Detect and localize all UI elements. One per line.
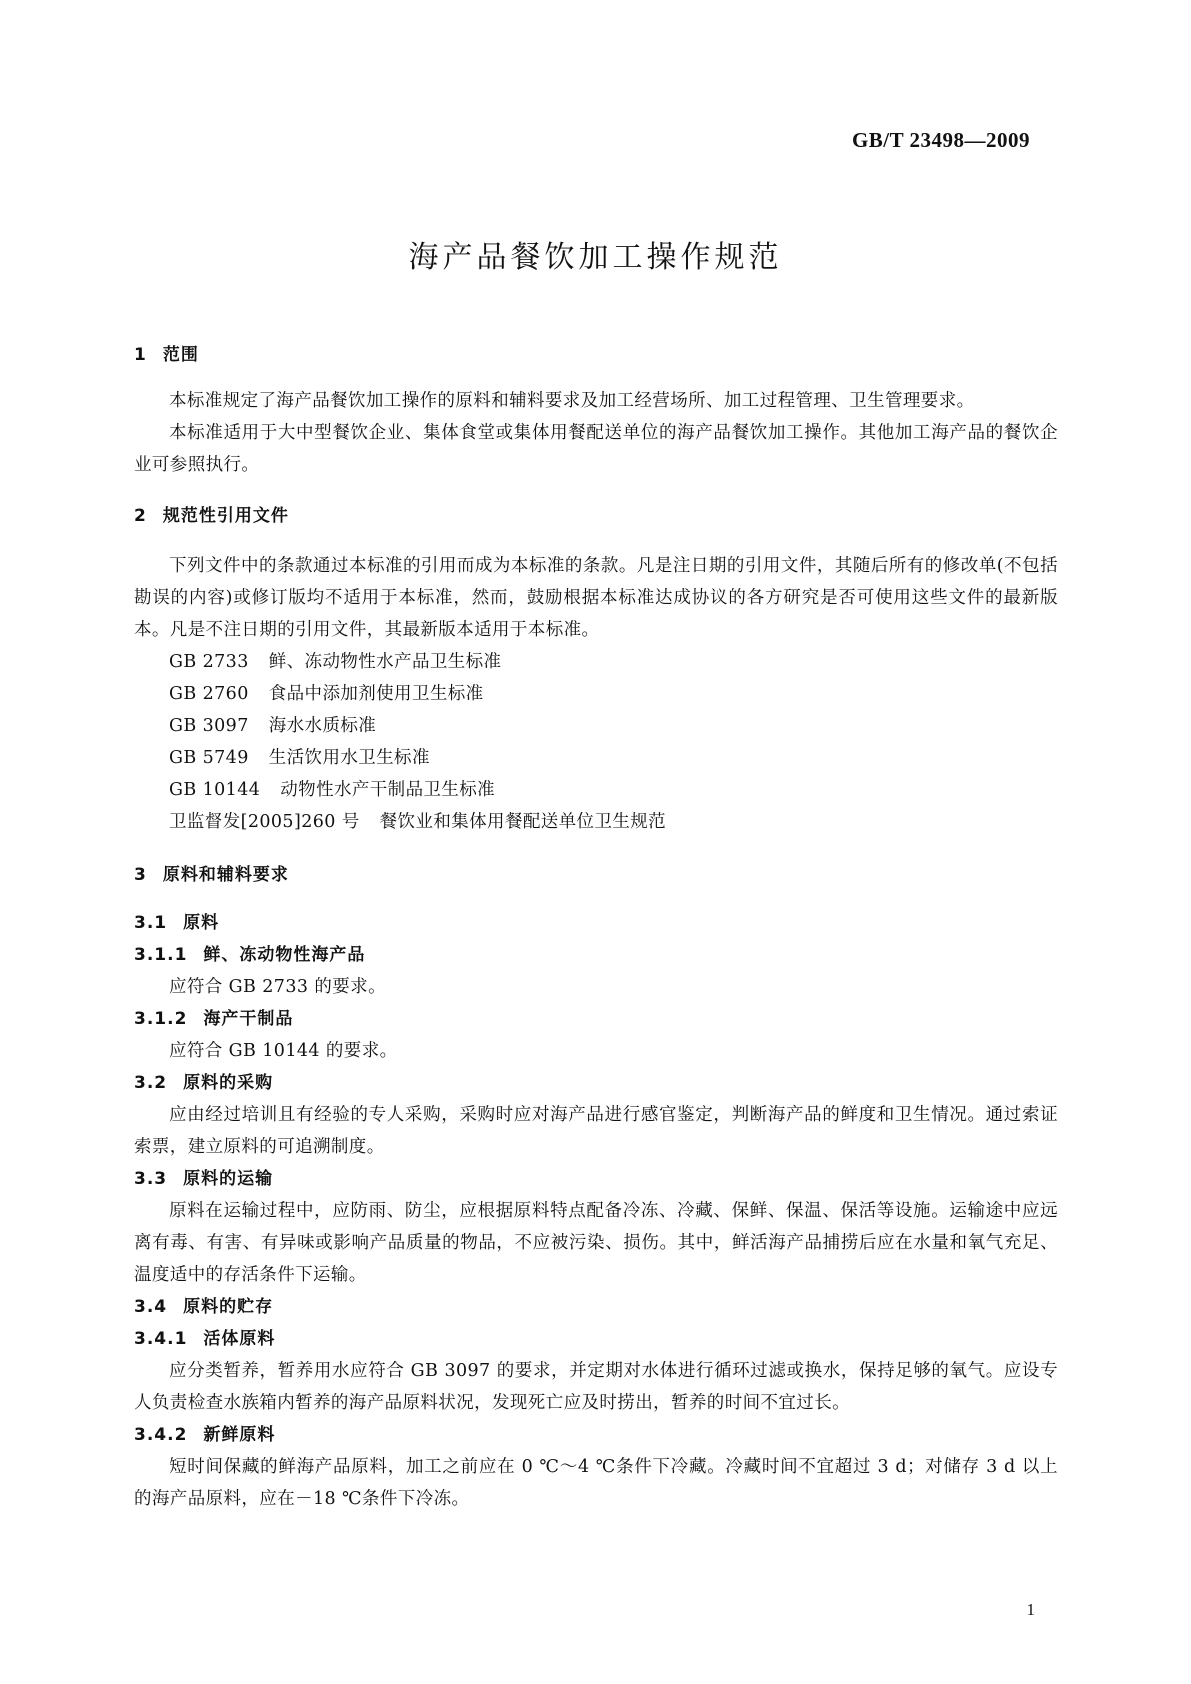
- subsection-heading-3-2: [134, 1067, 1058, 1099]
- reference-title: 海水水质标准: [268, 716, 377, 736]
- subsection-title: 原料: [183, 913, 220, 933]
- reference-item: [134, 646, 1058, 678]
- paragraph: 下列文件中的条款通过本标准的引用而成为本标准的条款。凡是注日期的引用文件，其随后所有的修改单(不包括勘误的内容)或修订版均不适用于本标准，然而，鼓励根据本标准达成协议的各方研究是否可使用这些文件的最新版本。凡是不注日期的引用文件，其最新版本适用于本标准。: [134, 556, 1058, 640]
- reference-title: 生活饮用水卫生标准: [268, 748, 430, 768]
- reference-title: 动物性水产干制品卫生标准: [280, 780, 496, 800]
- subsection-title: 鲜、冻动物性海产品: [203, 945, 366, 965]
- subsection-title: 原料的贮存: [183, 1297, 274, 1317]
- subsection-number: 3.4.1: [134, 1329, 188, 1349]
- reference-code: GB 2733: [169, 652, 249, 672]
- subsection-heading-3-4: [134, 1291, 1058, 1323]
- subsection-heading-3-1-1: [134, 939, 1058, 971]
- reference-code: GB 2760: [169, 684, 249, 704]
- subsection-heading-3-3: [134, 1163, 1058, 1195]
- paragraph: 应分类暂养，暂养用水应符合 GB 3097 的要求，并定期对水体进行循环过滤或换水，保持足够的氧气。应设专人负责检查水族箱内暂养的海产品原料状况，发现死亡应及时捞出，暂养的时间不宜过长。: [134, 1361, 1058, 1413]
- section-heading-3: [134, 860, 1058, 885]
- reference-code: GB 3097: [169, 716, 249, 736]
- reference-title: 食品中添加剂使用卫生标准: [268, 684, 484, 704]
- subsection-title: 原料的运输: [183, 1169, 274, 1189]
- section-number: 2: [134, 506, 147, 526]
- section-number: 3: [134, 865, 147, 885]
- document-title: 海产品餐饮加工操作规范: [408, 240, 783, 275]
- subsection-heading-3-1-2: [134, 1003, 1058, 1035]
- reference-code: 卫监督发[2005]260 号: [169, 812, 360, 832]
- subsection-number: 3.1: [134, 913, 168, 933]
- section-title: 范围: [162, 345, 199, 365]
- subsection-heading-3-1: [134, 907, 1058, 939]
- subsection-heading-3-4-2: [134, 1419, 1058, 1451]
- subsection-number: 3.4.2: [134, 1425, 188, 1445]
- reference-item: [134, 678, 1058, 710]
- subsection-title: 海产干制品: [203, 1009, 294, 1029]
- subsection-title: 原料的采购: [183, 1073, 274, 1093]
- reference-item: [134, 774, 1058, 806]
- subsection-number: 3.1.2: [134, 1009, 188, 1029]
- paragraph: 本标准规定了海产品餐饮加工操作的原料和辅料要求及加工经营场所、加工过程管理、卫生管理要求。: [169, 391, 975, 411]
- page-number: 1: [1026, 1600, 1035, 1619]
- reference-title: 餐饮业和集体用餐配送单位卫生规范: [379, 812, 667, 832]
- subsection-title: 活体原料: [203, 1329, 276, 1349]
- paragraph: 应符合 GB 2733 的要求。: [169, 977, 386, 997]
- subsection-heading-3-4-1: [134, 1323, 1058, 1355]
- subsection-number: 3.1.1: [134, 945, 188, 965]
- standard-code: GB/T 23498—2009: [851, 128, 1030, 152]
- paragraph: 应符合 GB 10144 的要求。: [169, 1041, 398, 1061]
- subsection-number: 3.3: [134, 1169, 168, 1189]
- document-body: [134, 340, 1058, 1515]
- section-number: 1: [134, 345, 147, 365]
- subsection-title: 新鲜原料: [203, 1425, 276, 1445]
- section-title: 规范性引用文件: [162, 506, 289, 526]
- paragraph: 短时间保藏的鲜海产品原料，加工之前应在 0 ℃～4 ℃条件下冷藏。冷藏时间不宜超过 3 d；对储存 3 d 以上的海产品原料，应在－18 ℃条件下冷冻。: [134, 1457, 1058, 1509]
- reference-item: [134, 742, 1058, 774]
- subsection-number: 3.2: [134, 1073, 168, 1093]
- paragraph: 应由经过培训且有经验的专人采购，采购时应对海产品进行感官鉴定，判断海产品的鲜度和卫生情况。通过索证索票，建立原料的可追溯制度。: [134, 1105, 1058, 1157]
- reference-title: 鲜、冻动物性水产品卫生标准: [268, 652, 502, 672]
- paragraph: 原料在运输过程中，应防雨、防尘，应根据原料特点配备冷冻、冷藏、保鲜、保温、保活等设施。运输途中应远离有毒、有害、有异味或影响产品质量的物品，不应被污染、损伤。其中，鲜活海产品捕捞后应在水量和氧气充足、温度适中的存活条件下运输。: [134, 1201, 1058, 1285]
- paragraph: 本标准适用于大中型餐饮企业、集体食堂或集体用餐配送单位的海产品餐饮加工操作。其他加工海产品的餐饮企业可参照执行。: [134, 423, 1058, 475]
- reference-code: GB 5749: [169, 748, 249, 768]
- section-title: 原料和辅料要求: [162, 865, 289, 885]
- reference-item: [134, 710, 1058, 742]
- section-heading-1: [134, 340, 1058, 365]
- reference-code: GB 10144: [169, 780, 261, 800]
- section-heading-2: [134, 501, 1058, 526]
- subsection-number: 3.4: [134, 1297, 168, 1317]
- reference-item: [134, 806, 1058, 838]
